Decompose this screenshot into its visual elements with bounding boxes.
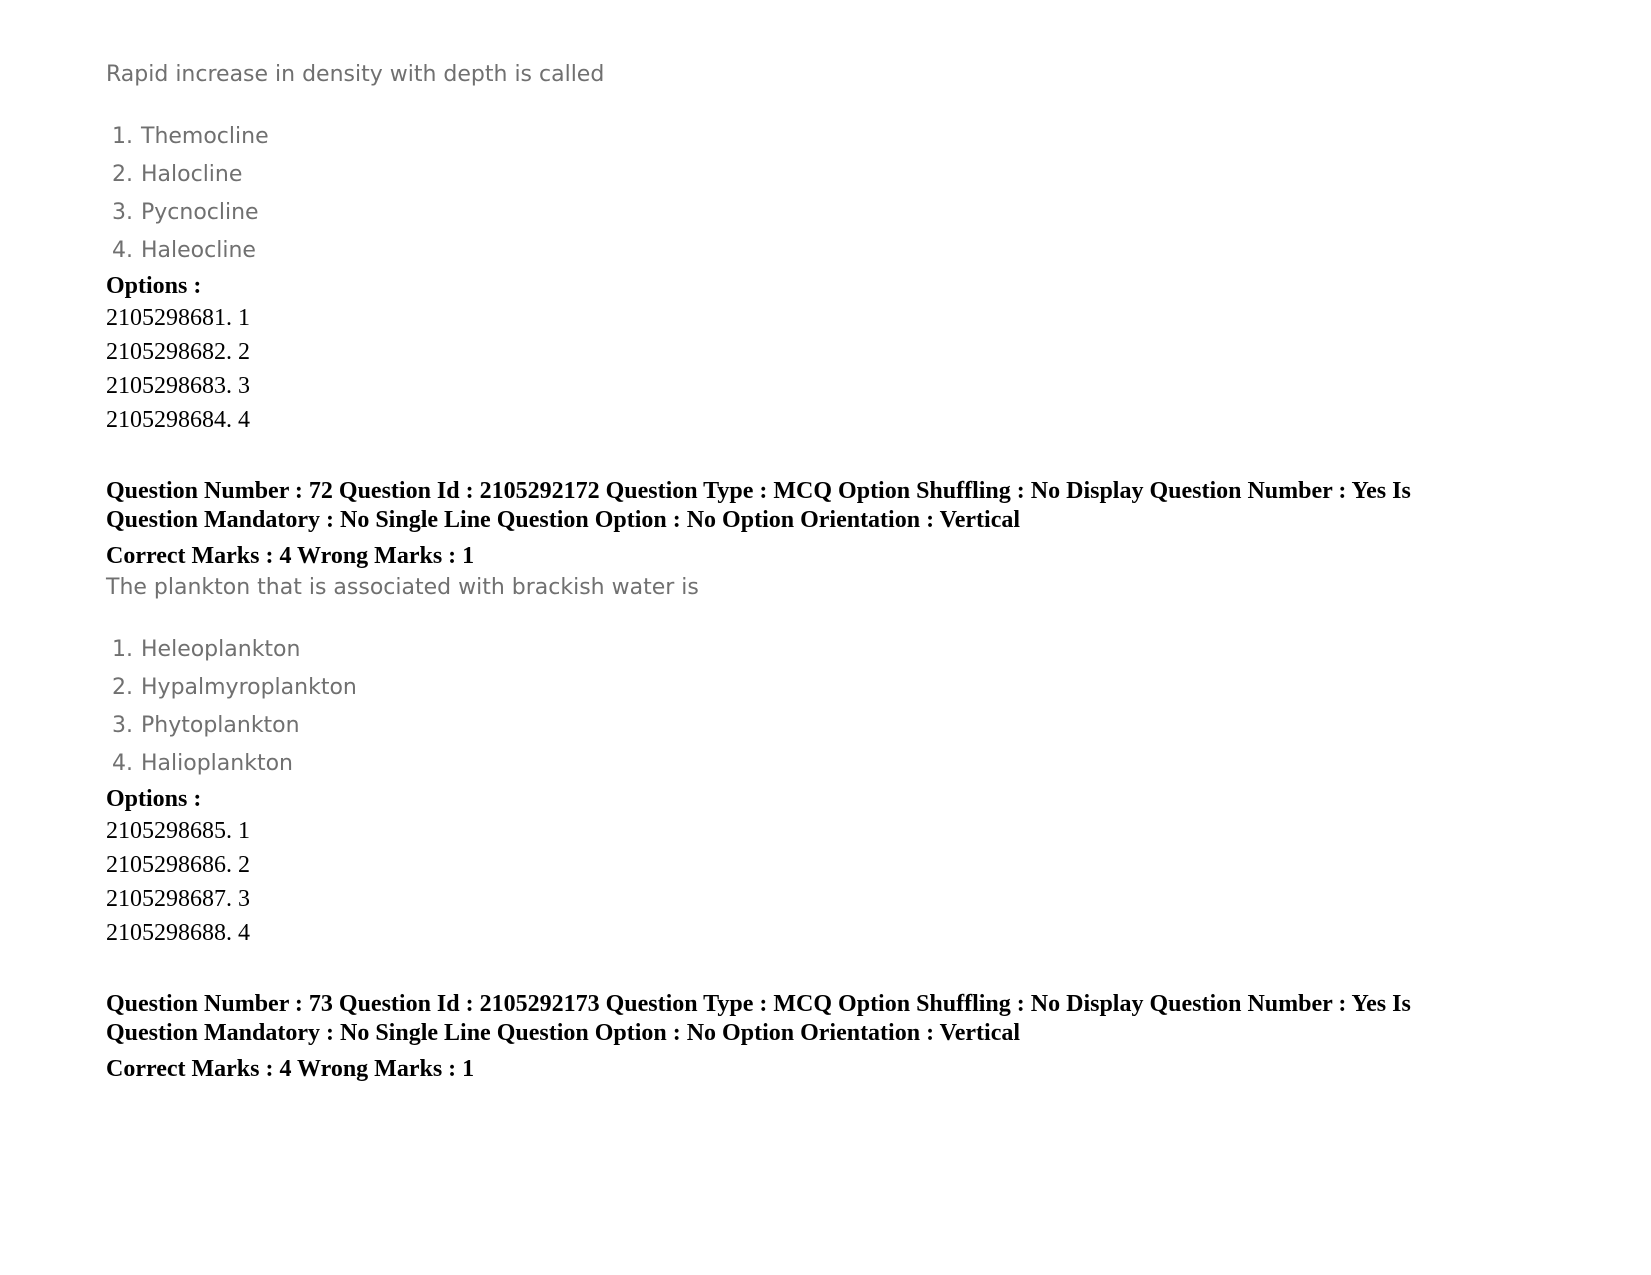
question-meta-line1: Question Number : 73 Question Id : 2105292173 Question Type : MCQ Option Shuffling : No Display Question Number : Yes Is — [106, 991, 1411, 1017]
options-label: Options : — [106, 786, 202, 812]
choice-item: 4. Halioplankton — [112, 751, 293, 776]
option-id-line: 2105298686. 2 — [106, 852, 250, 878]
option-id-line: 2105298684. 4 — [106, 407, 250, 433]
choice-item: 3. Pycnocline — [112, 200, 259, 225]
question-meta-line2: Question Mandatory : No Single Line Question Option : No Option Orientation : Vertical — [106, 1020, 1021, 1046]
options-label: Options : — [106, 273, 202, 299]
option-id-line: 2105298685. 1 — [106, 818, 250, 844]
question-text: Rapid increase in density with depth is called — [106, 62, 605, 87]
choice-item: 4. Haleocline — [112, 238, 256, 263]
option-id-line: 2105298687. 3 — [106, 886, 250, 912]
question-meta-line2: Question Mandatory : No Single Line Question Option : No Option Orientation : Vertical — [106, 507, 1021, 533]
choice-item: 2. Hypalmyroplankton — [112, 675, 357, 700]
question-block-73 — [106, 990, 1556, 1086]
option-id-line: 2105298682. 2 — [106, 339, 250, 365]
question-choices — [106, 118, 1556, 270]
question-meta-line1: Question Number : 72 Question Id : 2105292172 Question Type : MCQ Option Shuffling : No Display Question Number : Yes Is — [106, 478, 1411, 504]
option-id-line: 2105298681. 1 — [106, 305, 250, 331]
choice-item: 2. Halocline — [112, 162, 243, 187]
option-id-line: 2105298688. 4 — [106, 920, 250, 946]
document-page — [106, 60, 1556, 1086]
question-block-72 — [106, 477, 1556, 950]
choice-item: 1. Themocline — [112, 124, 269, 149]
option-id-line: 2105298683. 3 — [106, 373, 250, 399]
question-block-71 — [106, 60, 1556, 437]
choice-item: 1. Heleoplankton — [112, 637, 301, 662]
question-text: The plankton that is associated with brackish water is — [106, 575, 699, 600]
choice-item: 3. Phytoplankton — [112, 713, 300, 738]
marks-line: Correct Marks : 4 Wrong Marks : 1 — [106, 1056, 475, 1082]
question-choices — [106, 631, 1556, 783]
marks-line: Correct Marks : 4 Wrong Marks : 1 — [106, 543, 475, 569]
